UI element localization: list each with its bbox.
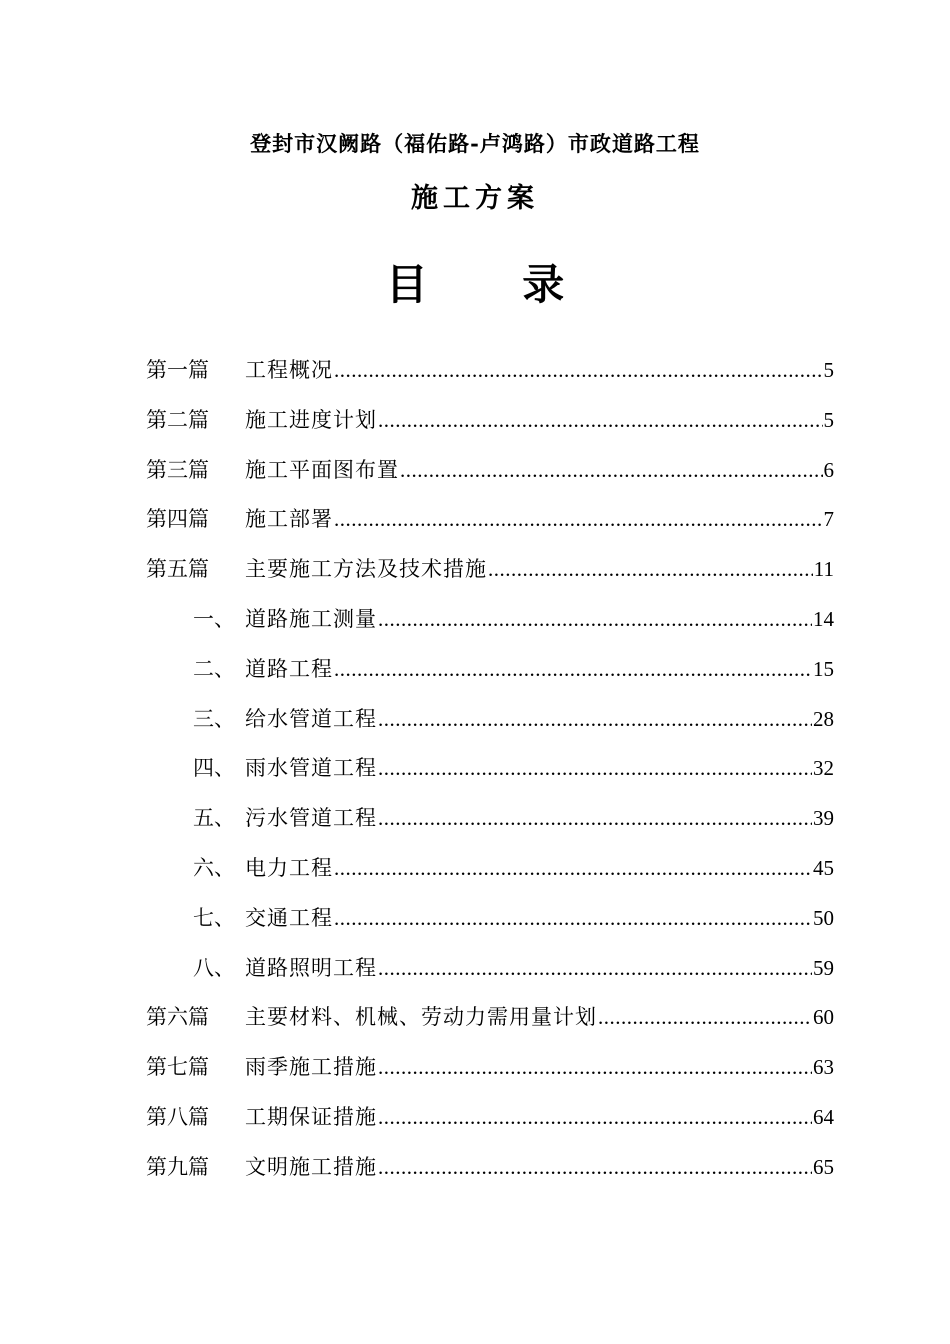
toc-entry-number: 七、 [193, 905, 235, 930]
toc-entry[interactable] [146, 850, 834, 900]
toc-entry[interactable] [146, 701, 834, 751]
toc-entry[interactable] [146, 501, 834, 551]
toc-entry-number: 第四篇 [146, 507, 209, 532]
toc-entry[interactable] [146, 750, 834, 800]
toc-entry-number: 第七篇 [146, 1055, 209, 1080]
toc-entry-label: 电力工程 [245, 855, 333, 880]
toc-leader-dots [400, 452, 823, 488]
toc-leader-dots [378, 701, 812, 737]
toc-entry-page-number: 39 [813, 806, 834, 831]
toc-entry-page-number: 6 [823, 457, 834, 482]
toc-entry[interactable] [146, 1149, 834, 1199]
toc-entry-number: 八、 [193, 955, 235, 980]
toc-leader-dots [378, 1149, 812, 1185]
toc-entry-label: 道路照明工程 [245, 955, 377, 980]
toc-entry-label: 施工部署 [245, 507, 333, 532]
toc-entry-page-number: 50 [813, 905, 834, 930]
toc-entry-page-number: 11 [813, 557, 834, 582]
toc-entry-number: 第三篇 [146, 457, 209, 482]
toc-leader-dots [378, 402, 823, 438]
toc-entry-page-number: 28 [813, 706, 834, 731]
toc-entry-number: 二、 [193, 656, 235, 681]
toc-entry[interactable] [146, 900, 834, 950]
toc-entry-page-number: 5 [823, 407, 834, 432]
toc-entry-label: 雨水管道工程 [245, 756, 377, 781]
toc-entry-label: 工期保证措施 [245, 1104, 377, 1129]
toc-entry[interactable] [146, 352, 834, 402]
toc-heading: 目 录 [385, 260, 605, 309]
toc-entry[interactable] [146, 601, 834, 651]
toc-leader-dots [334, 501, 823, 537]
toc-entry-number: 第六篇 [146, 1005, 209, 1030]
toc-entry-page-number: 63 [813, 1055, 834, 1080]
toc-entry[interactable] [146, 551, 834, 601]
toc-entry[interactable] [146, 651, 834, 701]
toc-leader-dots [334, 651, 812, 687]
toc-entry-page-number: 5 [823, 358, 834, 382]
toc-leader-dots [334, 900, 812, 936]
toc-entry[interactable] [146, 950, 834, 1000]
toc-entry-label: 道路工程 [245, 656, 333, 681]
toc-entry-number: 第九篇 [146, 1154, 209, 1179]
toc-entry[interactable] [146, 1099, 834, 1149]
toc-leader-dots [334, 850, 812, 886]
toc-entry-number: 六、 [193, 855, 235, 880]
toc-leader-dots [378, 750, 812, 786]
toc-entry[interactable] [146, 800, 834, 850]
toc-entry-page-number: 65 [813, 1154, 834, 1179]
toc-entry-number: 第二篇 [146, 407, 209, 432]
toc-entry[interactable] [146, 452, 834, 502]
toc-leader-dots [598, 999, 812, 1035]
toc-entry-label: 主要施工方法及技术措施 [245, 557, 487, 582]
table-of-contents [146, 352, 834, 1199]
toc-entry-label: 文明施工措施 [245, 1154, 377, 1179]
toc-entry-number: 四、 [193, 756, 235, 781]
document-subtitle: 施工方案 [411, 183, 539, 214]
toc-entry-page-number: 60 [813, 1005, 834, 1030]
toc-leader-dots [488, 551, 813, 587]
toc-entry-number: 三、 [193, 706, 235, 731]
toc-entry-label: 雨季施工措施 [245, 1055, 377, 1080]
toc-entry-page-number: 14 [813, 606, 834, 631]
toc-leader-dots [378, 601, 812, 637]
toc-entry-page-number: 64 [813, 1104, 834, 1129]
toc-entry-label: 施工进度计划 [245, 407, 377, 432]
toc-entry[interactable] [146, 402, 834, 452]
toc-entry-label: 施工平面图布置 [245, 457, 399, 482]
toc-entry-number: 第一篇 [146, 358, 209, 382]
toc-entry-label: 主要材料、机械、劳动力需用量计划 [245, 1005, 597, 1030]
toc-entry-label: 污水管道工程 [245, 806, 377, 831]
toc-leader-dots [378, 800, 812, 836]
toc-leader-dots [378, 950, 812, 986]
toc-entry[interactable] [146, 1049, 834, 1099]
document-title: 登封市汉阙路（福佑路-卢鸿路）市政道路工程 [250, 131, 700, 156]
toc-entry-label: 交通工程 [245, 905, 333, 930]
toc-leader-dots [378, 1049, 812, 1085]
toc-entry-label: 给水管道工程 [245, 706, 377, 731]
toc-entry-number: 一、 [193, 606, 235, 631]
toc-entry-number: 五、 [193, 806, 235, 831]
toc-entry-number: 第五篇 [146, 557, 209, 582]
toc-entry-number: 第八篇 [146, 1104, 209, 1129]
toc-entry-label: 道路施工测量 [245, 606, 377, 631]
toc-entry[interactable] [146, 999, 834, 1049]
toc-entry-page-number: 7 [823, 507, 834, 532]
toc-entry-page-number: 59 [813, 955, 834, 980]
toc-entry-page-number: 45 [813, 855, 834, 880]
toc-entry-label: 工程概况 [245, 358, 333, 382]
toc-leader-dots [334, 352, 823, 388]
toc-entry-page-number: 15 [813, 656, 834, 681]
toc-leader-dots [378, 1099, 812, 1135]
toc-entry-page-number: 32 [813, 756, 834, 781]
